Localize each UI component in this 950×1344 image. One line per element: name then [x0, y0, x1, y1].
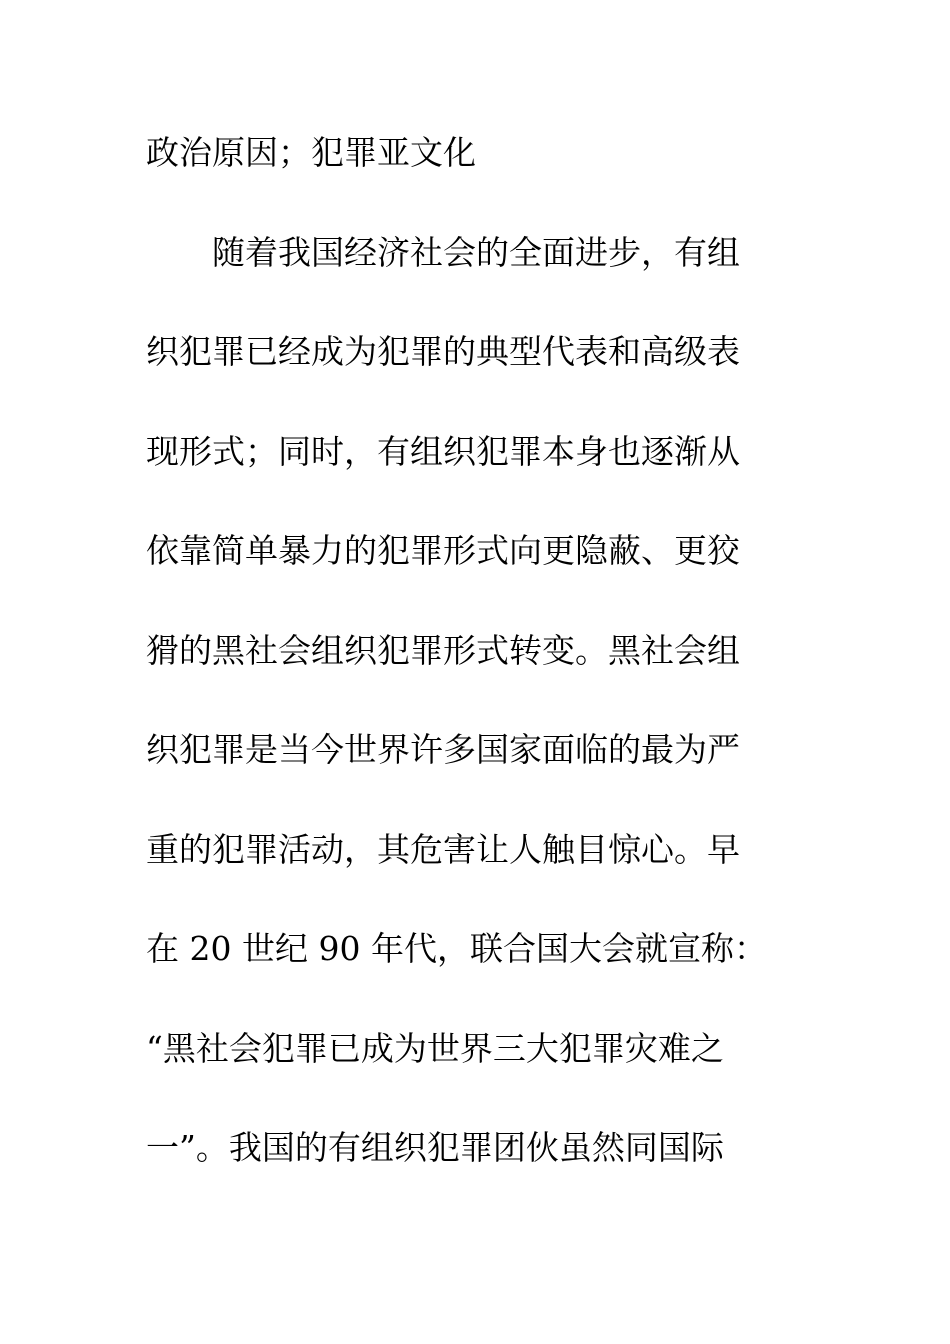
keywords-line: 政治原因；犯罪亚文化 [146, 133, 476, 172]
document-body [146, 128, 786, 1223]
paragraph-line: “黑社会犯罪已成为世界三大犯罪灾难之 [146, 1028, 724, 1068]
paragraph-line: 一”。我国的有组织犯罪团伙虽然同国际 [146, 1128, 724, 1167]
paragraph-line: 猾的黑社会组织犯罪形式转变。黑社会组 [146, 630, 740, 670]
paragraph-line: 织犯罪已经成为犯罪的典型代表和高级表 [146, 332, 740, 371]
paragraph-line: 织犯罪是当今世界许多国家面临的最为严 [146, 730, 740, 769]
paragraph-line: 现形式；同时，有组织犯罪本身也逐渐从 [146, 431, 740, 471]
paragraph-line: 在 20 世纪 90 年代，联合国大会就宣称： [146, 929, 767, 968]
paragraph-line: 重的犯罪活动，其危害让人触目惊心。早 [146, 829, 740, 869]
paragraph-line: 依靠简单暴力的犯罪形式向更隐蔽、更狡 [146, 531, 740, 570]
paragraph-line: 随着我国经济社会的全面进步，有组 [212, 232, 740, 272]
